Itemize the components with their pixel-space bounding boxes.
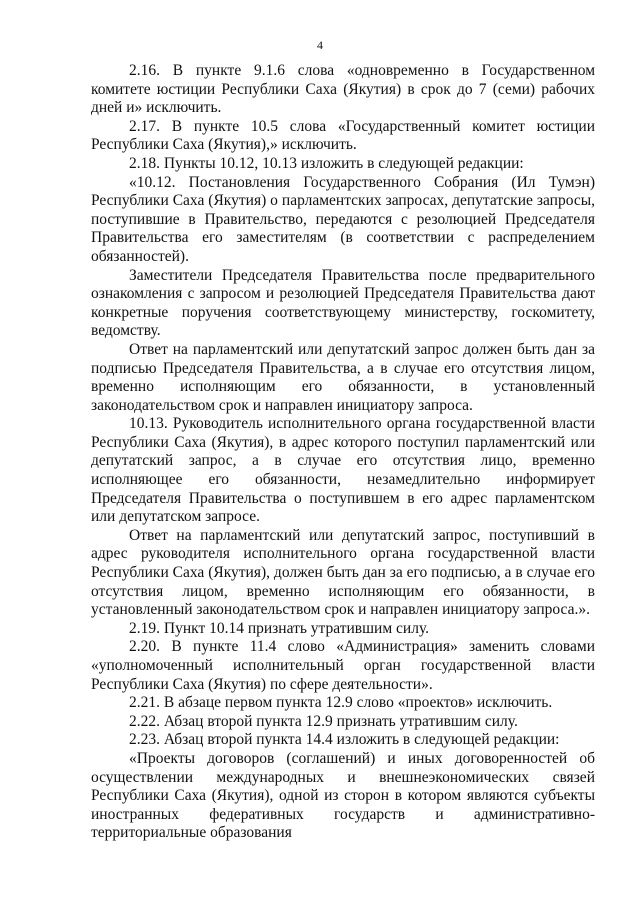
paragraph-2-21: 2.21. В абзаце первом пункта 12.9 слово «проектов» исключить. <box>129 694 553 712</box>
paragraph-2-22: 2.22. Абзац второй пункта 12.9 признать утратившим силу. <box>129 712 518 730</box>
paragraph-2-17: 2.17. В пункте 10.5 слова «Государственный комитет юстиции Республики Саха (Якутия),» исключить. <box>91 117 595 154</box>
paragraph-2-16: 2.16. В пункте 9.1.6 слова «одновременно в Государственном комитете юстиции Республики Саха (Якутия) в срок до 7 (семи) рабочих дней и» исключить. <box>91 62 595 117</box>
paragraph-deputies: Заместители Председателя Правительства после предварительного ознакомления с запросом и резолюцией Председателя Правительства дают конкретные поручения соответствующему министерству, госкомитету, ведомству. <box>91 266 595 340</box>
paragraph-2-23: 2.23. Абзац второй пункта 14.4 изложить в следующей редакции: <box>129 731 560 749</box>
paragraph-2-19: 2.19. Пункт 10.14 признать утратившим силу. <box>129 619 430 637</box>
paragraph-2-18: 2.18. Пункты 10.12, 10.13 изложить в следующей редакции: <box>129 154 524 172</box>
paragraph-treaty-drafts: «Проекты договоров (соглашений) и иных договоренностей об осуществлении международных и внешнеэкономических связей Республики Саха (Якутия), одной из сторон в котором являются субъекты иностранных федеративных государств и административно-территориальные образования <box>91 749 595 842</box>
paragraph-answer-chairman: Ответ на парламентский или депутатский запрос должен быть дан за подписью Председателя Правительства, а в случае его отсутствия лицом, временно исполняющим его обязанности, в установленный законодательством срок и направлен инициатору запроса. <box>91 340 595 414</box>
paragraph-10-13: 10.13. Руководитель исполнительного органа государственной власти Республики Саха (Якутия), в адрес которого поступил парламентский или депутатский запрос, а в случае его отсутствия лицо, временно исполняющее его обязанности, незамедлительно информирует Председателя Правительства о поступившем в его адрес парламентском или депутатском запросе. <box>91 415 595 526</box>
paragraph-answer-head: Ответ на парламентский или депутатский запрос, поступивший в адрес руководителя исполнительного органа государственной власти Республики Саха (Якутия), должен быть дан за его подписью, а в случае его отсутствия лицом, временно исполняющим его обязанности, в установленный законодательством срок и направлен инициатору запроса.». <box>91 526 595 619</box>
page-number: 4 <box>317 38 323 52</box>
document-body <box>91 62 595 843</box>
paragraph-10-12: «10.12. Постановления Государственного Собрания (Ил Тумэн) Республики Саха (Якутия) о парламентских запросах, депутатские запросы, поступившие в Правительство, передаются с резолюцией Председателя Правительства его заместителям (в соответствии с распределением обязанностей). <box>91 173 595 265</box>
paragraph-2-20: 2.20. В пункте 11.4 слово «Администрация» заменить словами «уполномоченный исполнительный орган государственной власти Республики Саха (Якутия) по сфере деятельности». <box>91 638 595 693</box>
